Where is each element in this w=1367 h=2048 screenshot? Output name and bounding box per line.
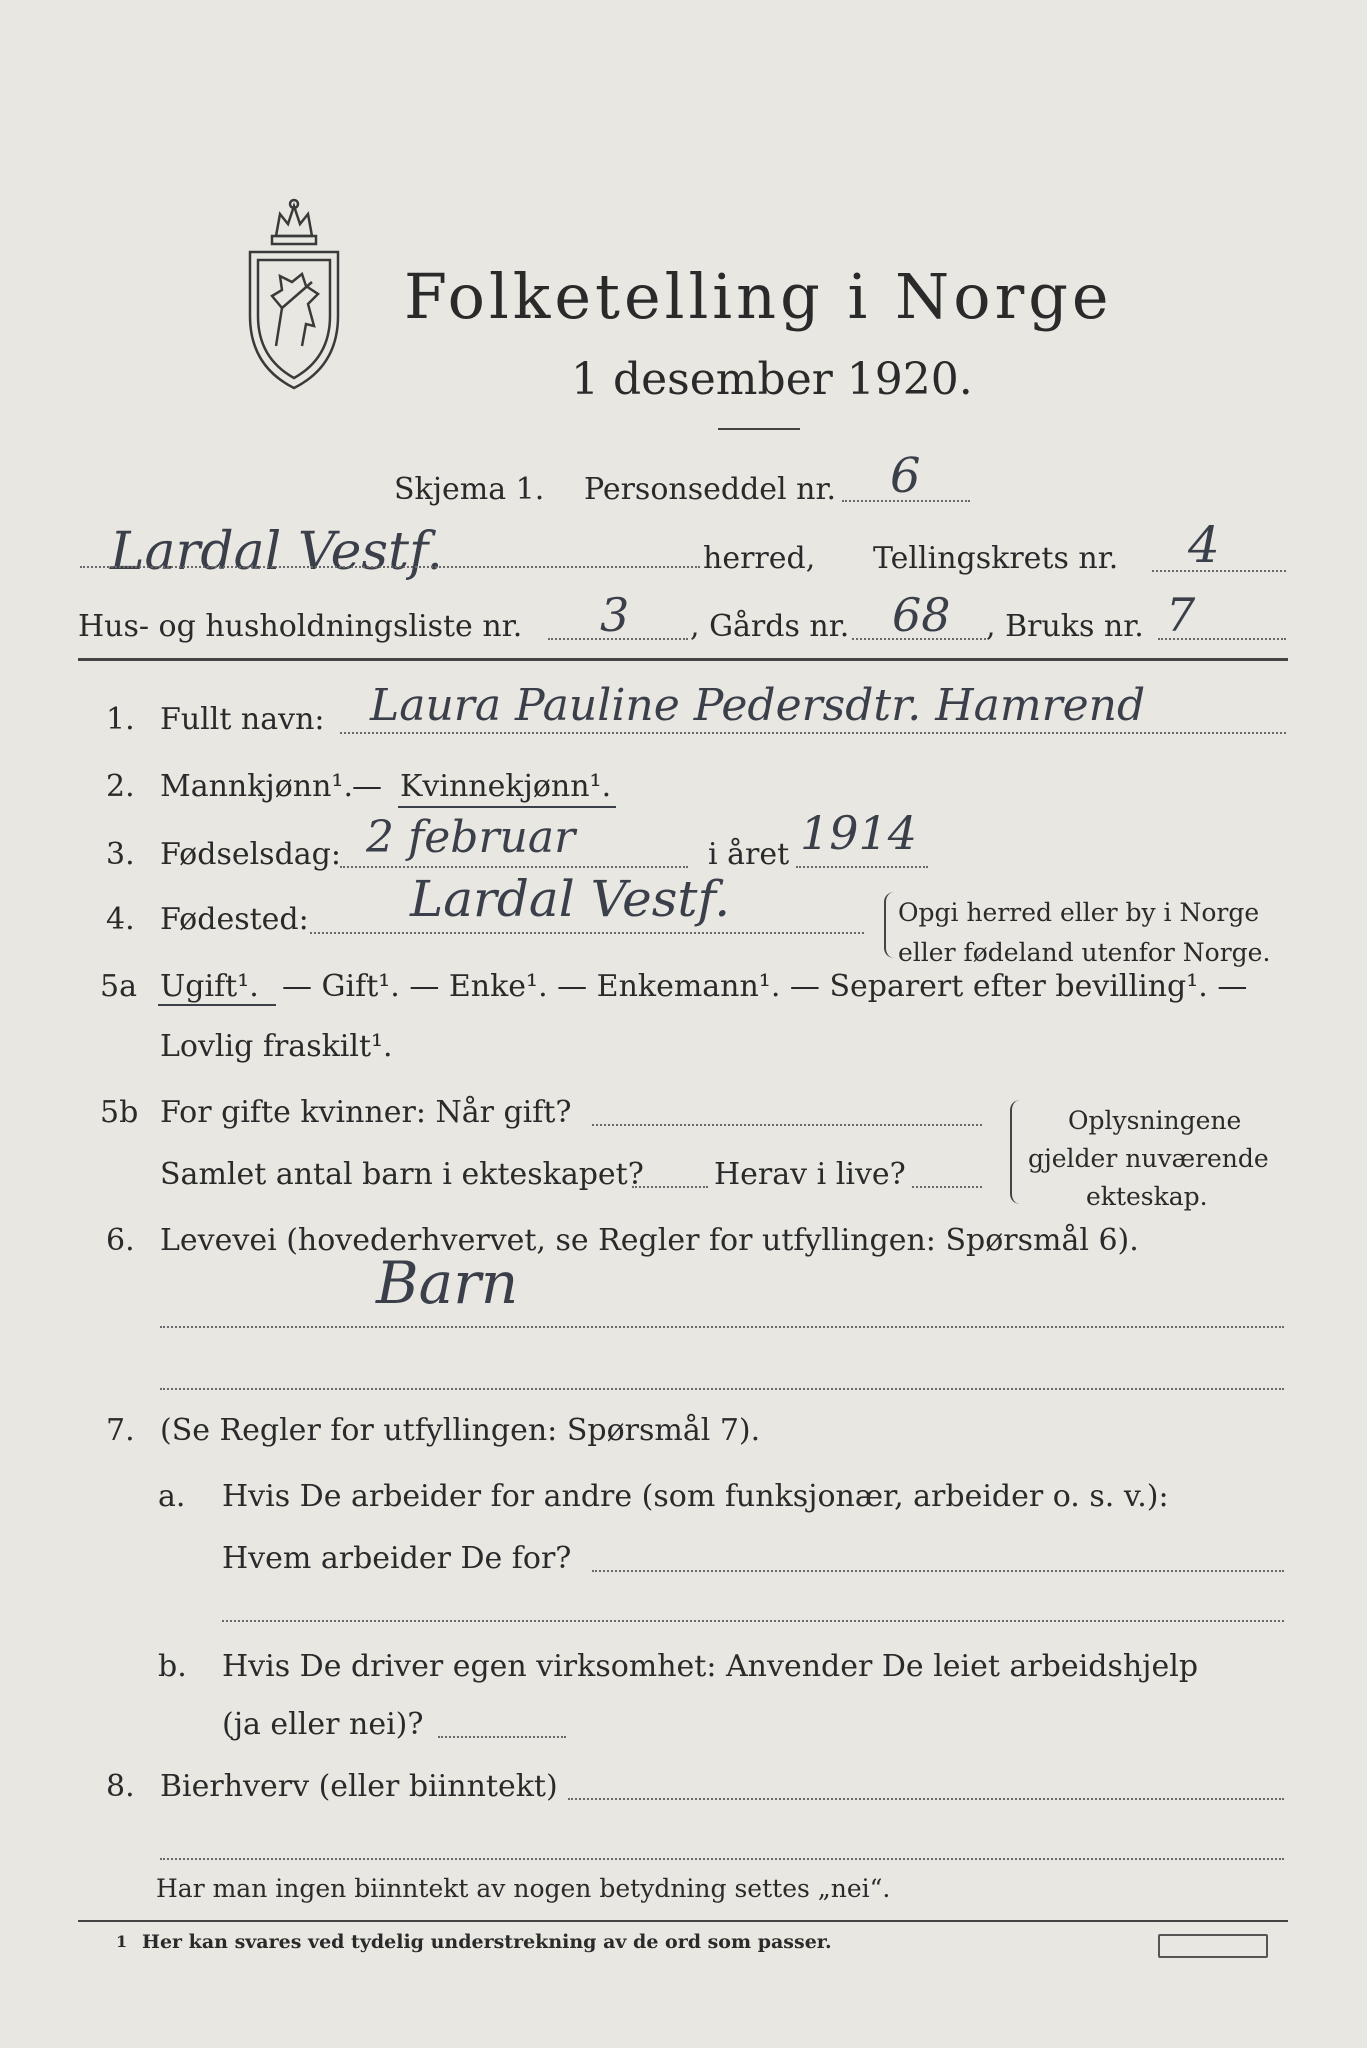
bruks-value: 7 [1166,588,1196,642]
q5a-other-options[interactable]: — Gift¹. — Enke¹. — Enkemann¹. — Separert efter bevilling¹. — [282,969,1248,1004]
q3-number: 3. [106,837,135,872]
q1-label: Fullt navn: [160,702,325,737]
hired-help-field[interactable] [438,1736,566,1738]
bruks-label: , Bruks nr. [986,609,1144,644]
q5b-note-line1: Oplysningene [1068,1106,1242,1135]
children-alive-field[interactable] [912,1186,982,1188]
occupation-field-1[interactable] [160,1326,1284,1328]
q7b-label1: Hvis De driver egen virksomhet: Anvender De leiet arbeidshjelp [222,1649,1199,1684]
q5b-note-line3: ekteskap. [1086,1182,1208,1211]
children-total-field[interactable] [632,1186,708,1188]
q2-female-option[interactable]: Kvinnekjønn¹. [400,769,612,804]
norwegian-coat-of-arms-icon [236,196,352,392]
q3-year-label: i året [708,837,790,872]
q4-label: Fødested: [160,902,309,937]
q4-number: 4. [106,902,135,937]
ugift-underline-mark [158,1004,276,1006]
female-underline-mark [398,806,616,808]
q1-number: 1. [106,702,135,737]
tellingskrets-value: 4 [1188,516,1220,574]
gards-value: 68 [892,588,951,642]
q5a-ugift-option[interactable]: Ugift¹. [160,969,259,1004]
q5a-number: 5a [100,969,137,1004]
personseddel-label: Personseddel nr. [584,472,837,507]
q2-male-option[interactable]: Mannkjønn¹. [160,769,353,804]
title-divider [718,428,800,430]
birth-year-value: 1914 [800,806,918,860]
q7a-number: a. [158,1479,186,1514]
q7-label: (Se Regler for utfyllingen: Spørsmål 7). [160,1413,761,1448]
q2-number: 2. [106,769,135,804]
employer-field-1[interactable] [592,1570,1284,1572]
personseddel-value: 6 [890,448,921,504]
header-divider [78,658,1288,661]
q6-number: 6. [106,1223,135,1258]
herred-field[interactable] [80,566,700,568]
gards-label: , Gårds nr. [690,609,850,644]
occupation-value: Barn [376,1249,519,1317]
q7b-number: b. [158,1649,187,1684]
side-income-field-2[interactable] [160,1858,1284,1860]
tellingskrets-label: Tellingskrets nr. [873,541,1119,576]
q2-separator: — [352,769,382,804]
q4-note-brace [884,892,896,958]
q5a-line2[interactable]: Lovlig fraskilt¹. [160,1029,393,1064]
birthplace-value: Lardal Vestf. [410,870,731,928]
occupation-field-2[interactable] [160,1388,1284,1390]
footnote-text: Her kan svares ved tydelig understrekning av de ord som passer. [142,1931,832,1953]
q8-note: Har man ingen biinntekt av nogen betydning settes „nei“. [156,1874,891,1903]
q6-label: Levevei (hovederhvervet, se Regler for utfyllingen: Spørsmål 6). [160,1223,1139,1258]
q8-label: Bierhverv (eller biinntekt) [160,1769,558,1804]
form-date: 1 desember 1920. [571,354,973,405]
q5b-note-brace [1010,1100,1022,1204]
q3-label: Fødselsdag: [160,837,341,872]
q5b-number: 5b [100,1095,139,1130]
q7a-label2: Hvem arbeider De for? [222,1541,572,1576]
q4-note-line2: eller fødeland utenfor Norge. [898,938,1271,967]
q5b-label2: Samlet antal barn i ekteskapet? [160,1157,644,1192]
birth-year-field[interactable] [796,866,928,868]
side-income-field-1[interactable] [568,1798,1284,1800]
form-title: Folketelling i Norge [404,260,1113,333]
herred-value: Lardal Vestf. [110,522,443,582]
full-name-value: Laura Pauline Pedersdtr. Hamrend [370,680,1146,731]
q5b-label3: Herav i live? [714,1157,906,1192]
q5b-label1: For gifte kvinner: Når gift? [160,1095,572,1130]
q7a-label1: Hvis De arbeider for andre (som funksjonær, arbeider o. s. v.): [222,1479,1169,1514]
birthday-value: 2 februar [366,812,576,863]
hus-label: Hus- og husholdningsliste nr. [78,609,523,644]
q7-number: 7. [106,1413,135,1448]
hus-value: 3 [600,588,630,642]
skjema-label: Skjema 1. [394,472,545,507]
footnote-divider [78,1920,1288,1922]
full-name-field[interactable] [340,732,1286,734]
footnote-mark: 1 [116,1932,128,1951]
herred-label: herred, [703,541,816,576]
q4-note-line1: Opgi herred eller by i Norge [898,898,1260,927]
printer-stamp [1158,1934,1268,1958]
birthplace-field[interactable] [310,932,864,934]
q5b-note-line2: gjelder nuværende [1028,1144,1269,1173]
married-when-field[interactable] [592,1124,982,1126]
q8-number: 8. [106,1769,135,1804]
birthday-field[interactable] [340,866,688,868]
q7b-label2: (ja eller nei)? [222,1707,424,1742]
employer-field-2[interactable] [222,1620,1284,1622]
